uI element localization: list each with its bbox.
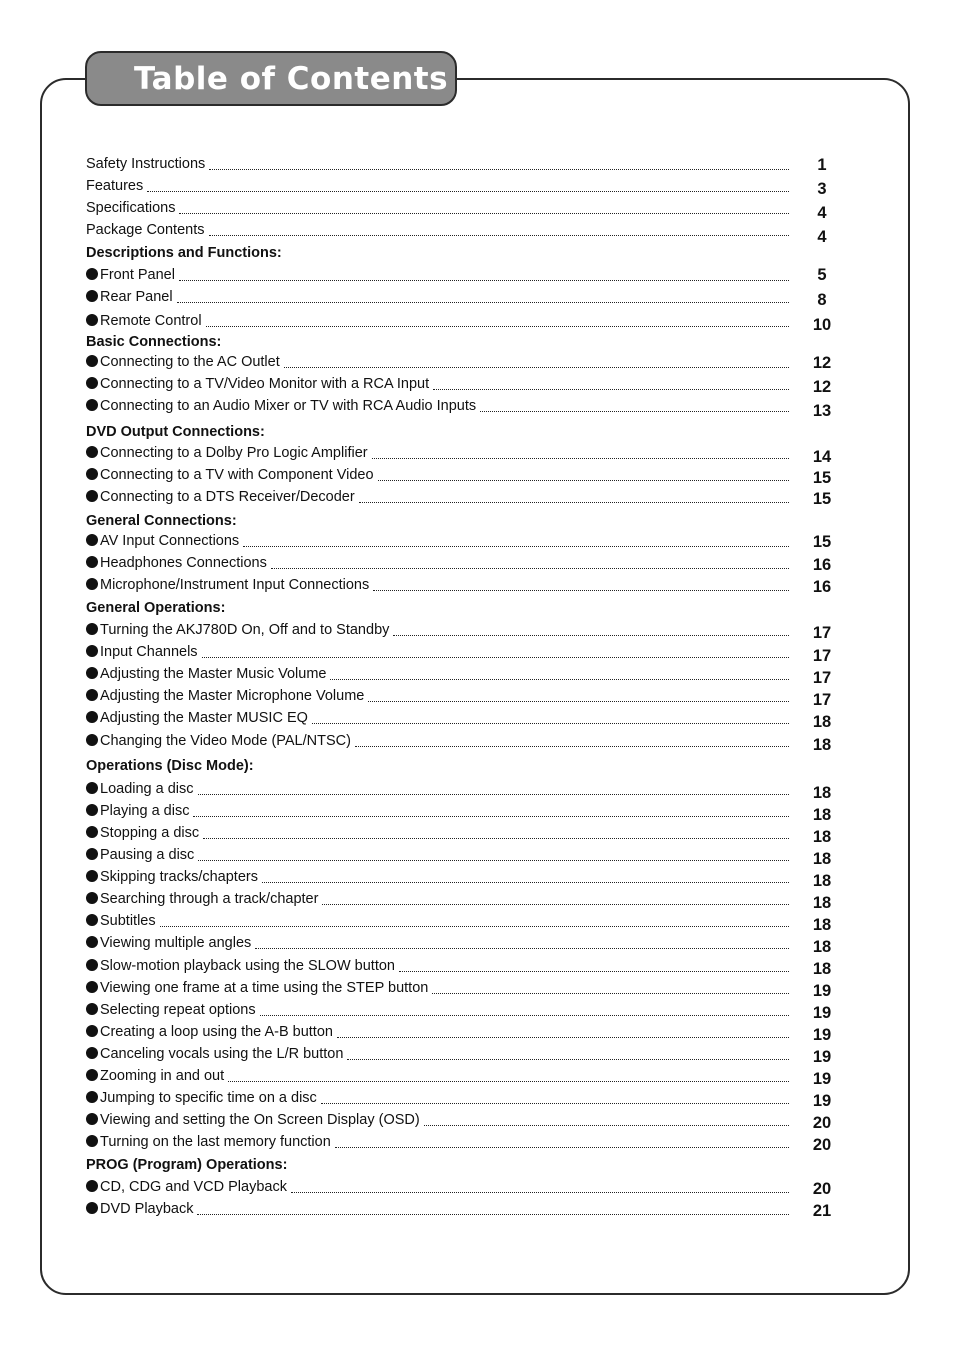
dot-leader — [179, 212, 789, 214]
bullet-icon — [86, 959, 98, 971]
toc-label — [86, 934, 251, 952]
dot-leader — [322, 903, 789, 905]
toc-label-text: Turning the AKJ780D On, Off and to Standby — [100, 622, 390, 638]
toc-entry — [86, 574, 790, 594]
page-number: 16 — [812, 556, 832, 574]
toc-label-text: Jumping to specific time on a disc — [100, 1090, 317, 1106]
bullet-icon — [86, 870, 98, 882]
bullet-icon — [86, 268, 98, 280]
toc-entry — [86, 286, 790, 306]
toc-entry — [86, 685, 790, 705]
toc-entry — [86, 219, 790, 239]
toc-label — [86, 288, 173, 306]
dot-leader — [202, 656, 789, 658]
dot-leader — [228, 1080, 789, 1082]
toc-label-text: Searching through a track/chapter — [100, 891, 319, 907]
bullet-icon — [86, 1202, 98, 1214]
dot-leader — [424, 1124, 789, 1126]
bullet-icon — [86, 936, 98, 948]
toc-label-text: Subtitles — [100, 913, 156, 929]
toc-entry — [86, 373, 790, 393]
page-number: 17 — [812, 624, 832, 642]
bullet-icon — [86, 711, 98, 723]
dot-leader — [271, 567, 789, 569]
dot-leader — [399, 970, 789, 972]
bullet-icon — [86, 1135, 98, 1147]
dot-leader — [347, 1058, 789, 1060]
toc-label — [86, 757, 254, 775]
toc-label-text: Front Panel — [100, 267, 175, 283]
page-number: 18 — [812, 713, 832, 731]
toc-label-text: Specifications — [86, 200, 176, 216]
toc-entry — [86, 888, 790, 908]
toc-label — [86, 1045, 343, 1063]
toc-label — [86, 1001, 256, 1019]
dot-leader — [368, 700, 789, 702]
section-heading — [86, 421, 790, 441]
toc-label — [86, 1111, 420, 1129]
toc-label — [86, 780, 194, 798]
bullet-icon — [86, 1047, 98, 1059]
toc-label — [86, 824, 199, 842]
toc-label — [86, 621, 389, 639]
page-number: 20 — [812, 1136, 832, 1154]
dot-leader — [198, 793, 789, 795]
toc-entry — [86, 552, 790, 572]
toc-label — [86, 732, 351, 750]
page-number: 19 — [812, 1026, 832, 1044]
bullet-icon — [86, 734, 98, 746]
page-number: 10 — [812, 316, 832, 334]
toc-entry — [86, 1131, 790, 1151]
toc-label-text: AV Input Connections — [100, 533, 240, 549]
bullet-icon — [86, 645, 98, 657]
toc-entry — [86, 310, 790, 330]
toc-label-text: CD, CDG and VCD Playback — [100, 1179, 287, 1195]
toc-label — [86, 1067, 224, 1085]
page-number: 21 — [812, 1202, 832, 1220]
toc-label — [86, 576, 369, 594]
toc-label-text: Turning on the last memory function — [100, 1134, 331, 1150]
toc-label — [86, 709, 308, 727]
toc-entry — [86, 1176, 790, 1196]
bullet-icon — [86, 490, 98, 502]
toc-entry — [86, 395, 790, 415]
bullet-icon — [86, 314, 98, 326]
dot-leader — [335, 1146, 789, 1148]
toc-entry — [86, 175, 790, 195]
toc-label-text: Selecting repeat options — [100, 1002, 256, 1018]
toc-label-text: Changing the Video Mode (PAL/NTSC) — [100, 733, 351, 749]
dot-leader — [193, 815, 789, 817]
bullet-icon — [86, 355, 98, 367]
toc-entry — [86, 822, 790, 842]
dot-leader — [203, 837, 789, 839]
toc-label-text: Connecting to a TV with Component Video — [100, 467, 374, 483]
toc-label-text: PROG (Program) Operations: — [86, 1157, 288, 1173]
dot-leader — [432, 992, 789, 994]
toc-entry — [86, 800, 790, 820]
toc-label-text: Zooming in and out — [100, 1068, 225, 1084]
toc-label — [86, 599, 225, 617]
page-number: 4 — [817, 204, 827, 222]
toc-entry — [86, 910, 790, 930]
page-title: Table of Contents — [134, 61, 449, 97]
toc-label — [86, 155, 205, 173]
toc-label — [86, 312, 202, 330]
bullet-icon — [86, 534, 98, 546]
dot-leader — [255, 947, 789, 949]
toc-entry — [86, 977, 790, 997]
page-number: 12 — [812, 378, 832, 396]
toc-entry — [86, 641, 790, 661]
toc-label-text: Creating a loop using the A-B button — [100, 1024, 333, 1040]
page-number: 12 — [812, 354, 832, 372]
toc-label-text: Connecting to an Audio Mixer or TV with RCA Audio Inputs — [100, 398, 477, 414]
dot-leader — [209, 234, 790, 236]
toc-label-text: Pausing a disc — [100, 847, 195, 863]
toc-label — [86, 890, 318, 908]
bullet-icon — [86, 1025, 98, 1037]
dot-leader — [393, 634, 789, 636]
toc-label — [86, 665, 326, 683]
dot-leader — [243, 545, 789, 547]
toc-label-text: Stopping a disc — [100, 825, 200, 841]
toc-label-text: Basic Connections: — [86, 334, 222, 350]
toc-label-text: Canceling vocals using the L/R button — [100, 1046, 344, 1062]
bullet-icon — [86, 981, 98, 993]
toc-label — [86, 1089, 317, 1107]
toc-entry — [86, 442, 790, 462]
page-number: 18 — [812, 806, 832, 824]
bullet-icon — [86, 914, 98, 926]
toc-entry — [86, 663, 790, 683]
section-heading — [86, 597, 790, 617]
page-number: 16 — [812, 578, 832, 596]
dot-leader — [378, 479, 789, 481]
toc-label — [86, 1156, 287, 1174]
page-number: 1 — [817, 156, 827, 174]
toc-entry — [86, 197, 790, 217]
bullet-icon — [86, 826, 98, 838]
dot-leader — [480, 410, 789, 412]
toc-label — [86, 643, 198, 661]
page-number: 18 — [812, 938, 832, 956]
page-number: 20 — [812, 1180, 832, 1198]
section-heading — [86, 1154, 790, 1174]
dot-leader — [260, 1014, 789, 1016]
bullet-icon — [86, 446, 98, 458]
toc-label — [86, 846, 194, 864]
toc-label-text: General Connections: — [86, 513, 237, 529]
toc-label-text: General Operations: — [86, 600, 226, 616]
page-number: 17 — [812, 691, 832, 709]
toc-label — [86, 397, 476, 415]
toc-entry — [86, 730, 790, 750]
toc-entry — [86, 351, 790, 371]
toc-entry — [86, 619, 790, 639]
dot-leader — [337, 1036, 789, 1038]
dot-leader — [312, 722, 789, 724]
toc-label — [86, 868, 258, 886]
page-number: 18 — [812, 872, 832, 890]
toc-label — [86, 488, 355, 506]
dot-leader — [359, 501, 789, 503]
toc-label-text: Safety Instructions — [86, 156, 206, 172]
bullet-icon — [86, 623, 98, 635]
bullet-icon — [86, 1113, 98, 1125]
toc-entry — [86, 264, 790, 284]
dot-leader — [291, 1191, 789, 1193]
toc-label — [86, 177, 143, 195]
bullet-icon — [86, 377, 98, 389]
toc-label-text: Adjusting the Master Microphone Volume — [100, 688, 365, 704]
bullet-icon — [86, 556, 98, 568]
toc-label — [86, 353, 280, 371]
toc-label-text: Connecting to the AC Outlet — [100, 354, 280, 370]
toc-entry — [86, 932, 790, 952]
page-number: 17 — [812, 669, 832, 687]
toc-label — [86, 554, 267, 572]
toc-label — [86, 444, 368, 462]
toc-entry — [86, 999, 790, 1019]
page-number: 15 — [812, 490, 832, 508]
toc-label-text: Connecting to a Dolby Pro Logic Amplifier — [100, 445, 368, 461]
dot-leader — [160, 925, 789, 927]
toc-label — [86, 512, 237, 530]
dot-leader — [262, 881, 789, 883]
toc-label — [86, 244, 282, 262]
page-number: 19 — [812, 1092, 832, 1110]
toc-label-text: Slow-motion playback using the SLOW button — [100, 958, 395, 974]
toc-label-text: DVD Output Connections: — [86, 424, 265, 440]
page-number: 18 — [812, 850, 832, 868]
page-number: 8 — [817, 291, 827, 309]
page-number: 18 — [812, 916, 832, 934]
page-number: 18 — [812, 828, 832, 846]
toc-label — [86, 532, 239, 550]
page-number: 19 — [812, 1070, 832, 1088]
toc-label-text: DVD Playback — [100, 1201, 194, 1217]
toc-label-text: Playing a disc — [100, 803, 190, 819]
toc-entry — [86, 778, 790, 798]
bullet-icon — [86, 667, 98, 679]
dot-leader — [197, 1213, 789, 1215]
section-heading — [86, 755, 790, 775]
toc-label — [86, 1200, 193, 1218]
toc-entry — [86, 1109, 790, 1129]
toc-label-text: Input Channels — [100, 644, 198, 660]
toc-entry — [86, 153, 790, 173]
bullet-icon — [86, 689, 98, 701]
toc-entry — [86, 486, 790, 506]
page-number: 18 — [812, 894, 832, 912]
toc-label-text: Adjusting the Master Music Volume — [100, 666, 327, 682]
toc-label-text: Package Contents — [86, 222, 205, 238]
page-number: 15 — [812, 533, 832, 551]
toc-label-text: Headphones Connections — [100, 555, 267, 571]
page-number: 18 — [812, 960, 832, 978]
dot-leader — [206, 325, 789, 327]
page-number: 13 — [812, 402, 832, 420]
page-number: 15 — [812, 469, 832, 487]
page-number: 20 — [812, 1114, 832, 1132]
toc-label — [86, 333, 221, 351]
toc-label-text: Skipping tracks/chapters — [100, 869, 258, 885]
toc-entry — [86, 1198, 790, 1218]
toc-label-text: Microphone/Instrument Input Connections — [100, 577, 370, 593]
section-heading — [86, 331, 790, 351]
bullet-icon — [86, 892, 98, 904]
page-number: 5 — [817, 266, 827, 284]
toc-label-text: Rear Panel — [100, 289, 173, 305]
page-number: 18 — [812, 784, 832, 802]
bullet-icon — [86, 578, 98, 590]
toc-entry — [86, 955, 790, 975]
page-number: 19 — [812, 1048, 832, 1066]
toc-label — [86, 423, 265, 441]
page-number: 19 — [812, 982, 832, 1000]
bullet-icon — [86, 468, 98, 480]
toc-label-text: Connecting to a TV/Video Monitor with a RCA Input — [100, 376, 430, 392]
toc-label-text: Loading a disc — [100, 781, 194, 797]
toc-entry — [86, 1043, 790, 1063]
page-number: 18 — [812, 736, 832, 754]
toc-entry — [86, 1065, 790, 1085]
toc-label-text: Operations (Disc Mode): — [86, 758, 254, 774]
toc-label — [86, 221, 205, 239]
bullet-icon — [86, 782, 98, 794]
toc-label — [86, 1023, 333, 1041]
bullet-icon — [86, 290, 98, 302]
page-number: 14 — [812, 448, 832, 466]
bullet-icon — [86, 1180, 98, 1192]
dot-leader — [330, 678, 789, 680]
dot-leader — [355, 745, 789, 747]
dot-leader — [372, 457, 789, 459]
toc-label — [86, 957, 395, 975]
toc-label — [86, 687, 364, 705]
dot-leader — [179, 279, 789, 281]
bullet-icon — [86, 1069, 98, 1081]
bullet-icon — [86, 1091, 98, 1103]
toc-label-text: Features — [86, 178, 144, 194]
toc-label — [86, 466, 374, 484]
dot-leader — [373, 589, 789, 591]
bullet-icon — [86, 804, 98, 816]
toc-label-text: Viewing and setting the On Screen Display (OSD) — [100, 1112, 420, 1128]
toc-label — [86, 375, 429, 393]
toc-label — [86, 912, 156, 930]
section-heading — [86, 242, 790, 262]
toc-label-text: Adjusting the Master MUSIC EQ — [100, 710, 308, 726]
toc-label-text: Viewing multiple angles — [100, 935, 252, 951]
dot-leader — [147, 190, 789, 192]
bullet-icon — [86, 1003, 98, 1015]
dot-leader — [198, 859, 789, 861]
toc-entry — [86, 464, 790, 484]
toc-label — [86, 266, 175, 284]
bullet-icon — [86, 848, 98, 860]
section-heading — [86, 510, 790, 530]
dot-leader — [321, 1102, 789, 1104]
page-number: 19 — [812, 1004, 832, 1022]
toc-label — [86, 802, 189, 820]
dot-leader — [177, 301, 789, 303]
toc-label-text: Descriptions and Functions: — [86, 245, 282, 261]
toc-label — [86, 1133, 331, 1151]
toc-entry — [86, 707, 790, 727]
page-number: 17 — [812, 647, 832, 665]
dot-leader — [284, 366, 789, 368]
toc-entry — [86, 844, 790, 864]
toc-label — [86, 979, 428, 997]
toc-entry — [86, 866, 790, 886]
page-number: 4 — [817, 228, 827, 246]
toc-entry — [86, 1087, 790, 1107]
page-number: 3 — [817, 180, 827, 198]
toc-entry — [86, 530, 790, 550]
dot-leader — [209, 168, 789, 170]
dot-leader — [433, 388, 789, 390]
toc-entry — [86, 1021, 790, 1041]
toc-label — [86, 1178, 287, 1196]
toc-label-text: Connecting to a DTS Receiver/Decoder — [100, 489, 355, 505]
bullet-icon — [86, 399, 98, 411]
toc-label-text: Viewing one frame at a time using the STEP button — [100, 980, 429, 996]
toc-label — [86, 199, 175, 217]
toc-label-text: Remote Control — [100, 313, 202, 329]
